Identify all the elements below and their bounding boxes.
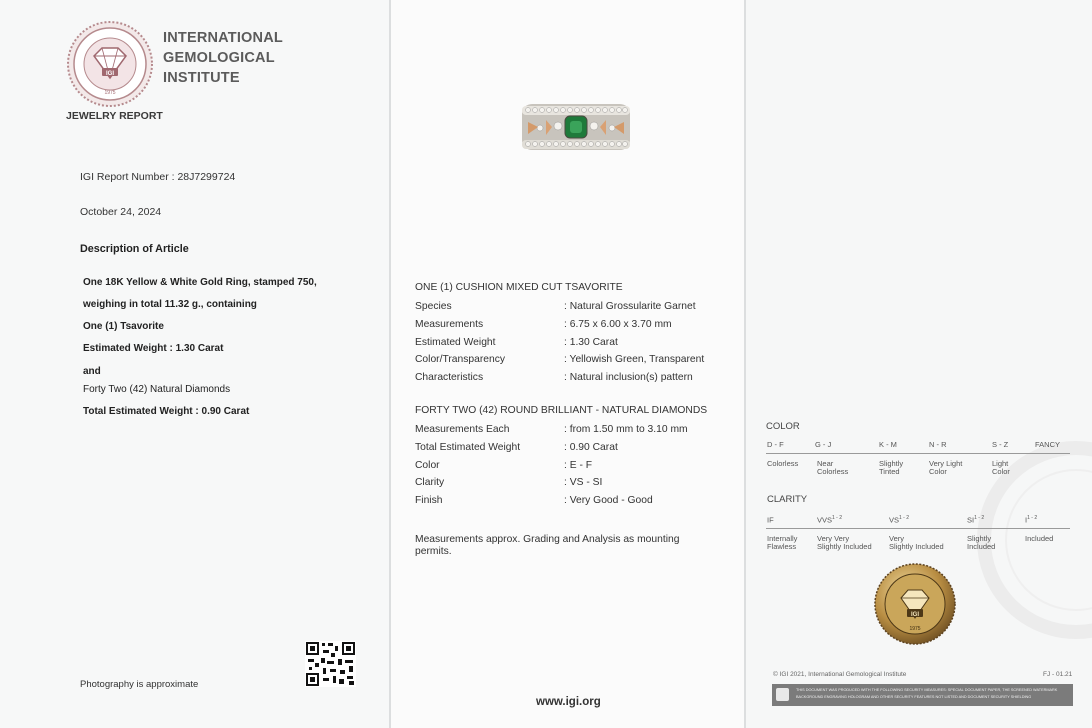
spec-label: Measurements Each <box>415 424 510 435</box>
brand-name: INTERNATIONAL GEMOLOGICAL INSTITUTE <box>163 30 283 86</box>
spec-label: Measurements <box>415 319 484 330</box>
website-link[interactable]: www.igi.org <box>536 696 601 708</box>
color-desc: Very Light <box>929 459 963 468</box>
spec-value: : from 1.50 mm to 3.10 mm <box>564 424 688 435</box>
color-desc: Near <box>817 459 834 468</box>
spec-label: Characteristics <box>415 372 484 383</box>
report-type: JEWELRY REPORT <box>66 110 163 122</box>
spec-value: : Natural Grossularite Garnet <box>564 301 696 312</box>
svg-text:IGI: IGI <box>910 612 920 618</box>
spec-value: : 1.30 Carat <box>564 337 618 348</box>
color-grade: K - M <box>879 440 897 449</box>
spec-label: Estimated Weight <box>415 337 496 348</box>
description-line: Forty Two (42) Natural Diamonds <box>83 384 231 395</box>
clarity-grade: $I^{1 - 2}$ <box>1025 515 1038 525</box>
color-desc: Slightly <box>879 459 904 468</box>
color-scale-title: COLOR <box>766 421 800 432</box>
form-code: FJ - 01.21 <box>1043 671 1073 678</box>
clarity-grade: IF <box>767 515 774 525</box>
spec-label: Total Estimated Weight <box>415 442 521 453</box>
description-line: Total Estimated Weight : 0.90 Carat <box>83 406 250 417</box>
clarity-desc: Slightly <box>967 534 992 543</box>
watermark-seal <box>936 440 1092 640</box>
spec-value: : Yellowish Green, Transparent <box>564 354 705 365</box>
color-desc: Light <box>992 459 1009 468</box>
spec-label: Clarity <box>415 477 445 488</box>
spec-value: : Natural inclusion(s) pattern <box>564 372 693 383</box>
clarity-desc: Included <box>967 542 996 551</box>
svg-text:IGI: IGI <box>105 71 115 77</box>
spec-value: : Very Good - Good <box>564 495 653 506</box>
color-desc: Colorless <box>817 467 849 476</box>
color-desc: Tinted <box>879 467 900 476</box>
description-line: One 18K Yellow & White Gold Ring, stamped 750, <box>83 277 317 288</box>
photo-note: Photography is approximate <box>80 679 199 690</box>
color-grade: G - J <box>815 440 832 449</box>
report-date: October 24, 2024 <box>80 206 162 218</box>
clarity-grade: VS$^{1 - 2}$ <box>889 515 910 525</box>
clarity-grade: VVS$^{1 - 2}$ <box>817 515 843 525</box>
description-line: Estimated Weight : 1.30 Carat <box>83 343 224 354</box>
igi-logo-seal <box>66 20 154 108</box>
color-desc: Color <box>992 467 1010 476</box>
clarity-desc: Flawless <box>767 542 797 551</box>
clarity-desc: Included <box>1025 534 1054 543</box>
diamond-heading: FORTY TWO (42) ROUND BRILLIANT - NATURAL DIAMONDS <box>415 405 708 416</box>
color-grade: S - Z <box>992 440 1009 449</box>
spec-label: Species <box>415 301 452 312</box>
description-line: One (1) Tsavorite <box>83 321 164 332</box>
spec-label: Color/Transparency <box>415 354 506 365</box>
spec-value: : 0.90 Carat <box>564 442 618 453</box>
security-strip <box>772 684 1073 706</box>
stone-heading: ONE (1) CUSHION MIXED CUT TSAVORITE <box>415 282 623 293</box>
svg-text:1975: 1975 <box>104 90 116 96</box>
lock-icon <box>776 688 789 701</box>
color-grade: D - F <box>767 440 784 449</box>
spec-value: : E - F <box>564 460 593 471</box>
right-panel <box>746 0 1092 728</box>
gold-hologram-seal <box>872 562 958 646</box>
copyright: © IGI 2021, International Gemological Institute <box>773 671 907 678</box>
color-desc: Color <box>929 467 947 476</box>
clarity-desc: Very Very <box>817 534 850 543</box>
description-line: weighing in total 11.32 g., containing <box>83 299 257 310</box>
color-grade: FANCY <box>1035 440 1061 449</box>
divider <box>766 453 1070 454</box>
security-text: BACKGROUND ENGRAVING HOLOGRAM AND OTHER SECURITY FEATURES NOT LISTED AND DOCUMENT SECURITY SHIELDING <box>796 695 1032 699</box>
report-number: IGI Report Number : 28J7299724 <box>80 171 236 183</box>
clarity-desc: Very <box>889 534 905 543</box>
clarity-desc: Internally <box>767 534 798 543</box>
clarity-desc: Slightly Included <box>889 542 944 551</box>
divider <box>766 528 1070 529</box>
left-panel <box>0 0 390 728</box>
color-desc: Colorless <box>767 459 799 468</box>
measurement-note: Measurements approx. Grading and Analysis as mounting <box>415 534 680 545</box>
color-grade: N - R <box>929 440 947 449</box>
description-heading: Description of Article <box>80 243 189 255</box>
center-panel <box>391 0 745 728</box>
clarity-grade: SI$^{1 - 2}$ <box>967 515 985 525</box>
spec-value: : VS - SI <box>564 477 603 488</box>
security-text: THIS DOCUMENT WAS PRODUCED WITH THE FOLLOWING SECURITY MEASURES: SPECIAL DOCUMENT PAPER, THE SCREENED WATERMARK <box>796 688 1058 692</box>
svg-text:1975: 1975 <box>909 626 921 632</box>
qr-code <box>305 641 356 687</box>
clarity-scale-title: CLARITY <box>767 494 808 505</box>
clarity-desc: Slightly Included <box>817 542 872 551</box>
description-line: and <box>83 366 101 377</box>
spec-label: Color <box>415 460 440 471</box>
measurement-note: permits. <box>415 546 452 557</box>
spec-label: Finish <box>415 495 443 506</box>
spec-value: : 6.75 x 6.00 x 3.70 mm <box>564 319 672 330</box>
ring-photo <box>520 100 632 154</box>
